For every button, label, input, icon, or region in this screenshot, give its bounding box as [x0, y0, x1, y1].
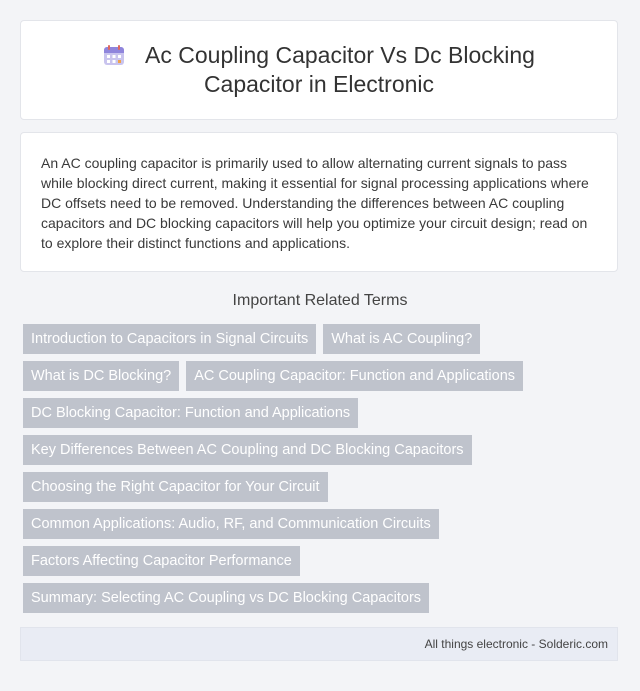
related-term-tag[interactable]: AC Coupling Capacitor: Function and Applications — [186, 361, 523, 391]
intro-card — [20, 132, 618, 272]
related-term-tag[interactable]: Common Applications: Audio, RF, and Communication Circuits — [23, 509, 439, 539]
page-title — [69, 41, 569, 99]
intro-paragraph: An AC coupling capacitor is primarily used to allow alternating current signals to pass while blocking direct current, making it essential for signal processing applications where DC offsets need to be removed. Understanding the differences between AC coupling capacitors and DC blocking capacitors will help you optimize your circuit design; read on to explore their distinct functions and applications. — [41, 155, 589, 251]
related-term-tag[interactable]: What is DC Blocking? — [23, 361, 179, 391]
calendar-icon — [103, 44, 125, 66]
related-term-tag[interactable]: Key Differences Between AC Coupling and DC Blocking Capacitors — [23, 435, 472, 465]
related-term-tag[interactable]: Factors Affecting Capacitor Performance — [23, 546, 300, 576]
footer-text: All things electronic - Solderic.com — [424, 637, 608, 651]
page-title-text: Ac Coupling Capacitor Vs Dc Blocking Capacitor in Electronic — [145, 42, 535, 97]
related-term-tag[interactable]: Introduction to Capacitors in Signal Circuits — [23, 324, 316, 354]
title-card — [20, 20, 618, 120]
related-terms-list — [23, 324, 623, 613]
related-terms-heading: Important Related Terms — [232, 292, 408, 309]
related-term-tag[interactable]: What is AC Coupling? — [323, 324, 480, 354]
related-term-tag[interactable]: Choosing the Right Capacitor for Your Circuit — [23, 472, 328, 502]
related-term-tag[interactable]: Summary: Selecting AC Coupling vs DC Blocking Capacitors — [23, 583, 429, 613]
footer — [20, 627, 618, 661]
related-term-tag[interactable]: DC Blocking Capacitor: Function and Applications — [23, 398, 358, 428]
